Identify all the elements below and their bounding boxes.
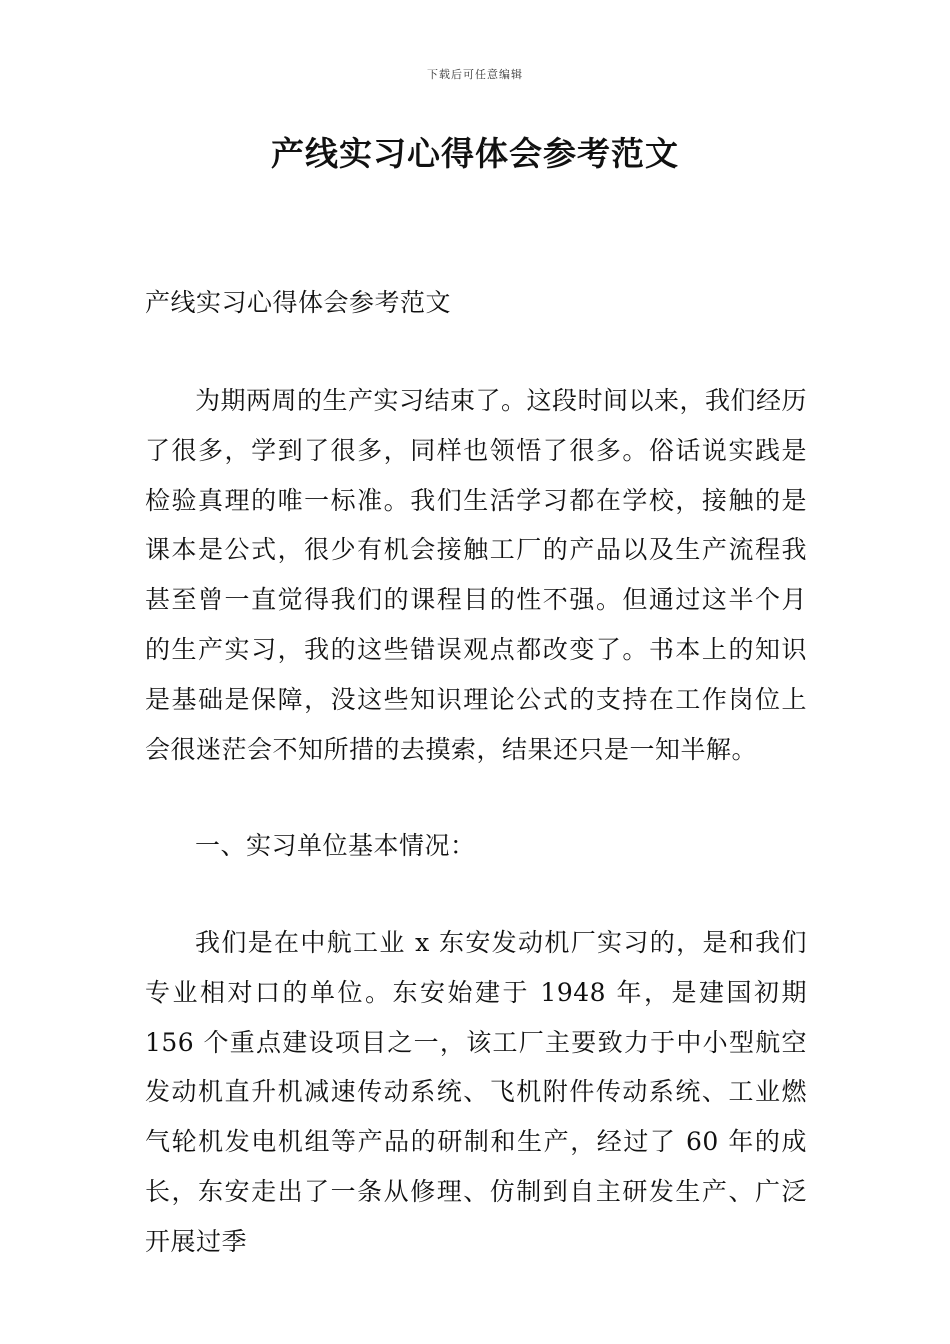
paragraph-intro: 为期两周的生产实习结束了。这段时间以来，我们经历了很多，学到了很多，同样也领悟了很多。俗话说实践是检验真理的唯一标准。我们生活学习都在学校，接触的是课本是公式，很少有机会接触工厂的产品以及生产流程我甚至曾一直觉得我们的课程目的性不强。但通过这半个月的生产实习，我的这些错误观点都改变了。书本上的知识是基础是保障，没这些知识理论公式的支持在工作岗位上会很迷茫会不知所措的去摸索，结果还只是一知半解。 xyxy=(145,386,808,764)
header-note: 下载后可任意编辑 xyxy=(427,68,523,81)
section-heading-1: 一、实习单位基本情况： xyxy=(195,831,476,860)
paragraph-company: 我们是在中航工业 x 东安发动机厂实习的，是和我们专业相对口的单位。东安始建于 1948 年，是建国初期 156 个重点建设项目之一，该工厂主要致力于中小型航空发动机直升机减速传动系统、飞机附件传动系统、工业燃气轮机发电机组等产品的研制和生产，经过了 60 年的成长，东安走出了一条从修理、仿制到自主研发生产、广泛开展过季 xyxy=(145,928,807,1256)
document-title: 产线实习心得体会参考范文 xyxy=(271,134,679,173)
document-subtitle: 产线实习心得体会参考范文 xyxy=(145,288,452,317)
